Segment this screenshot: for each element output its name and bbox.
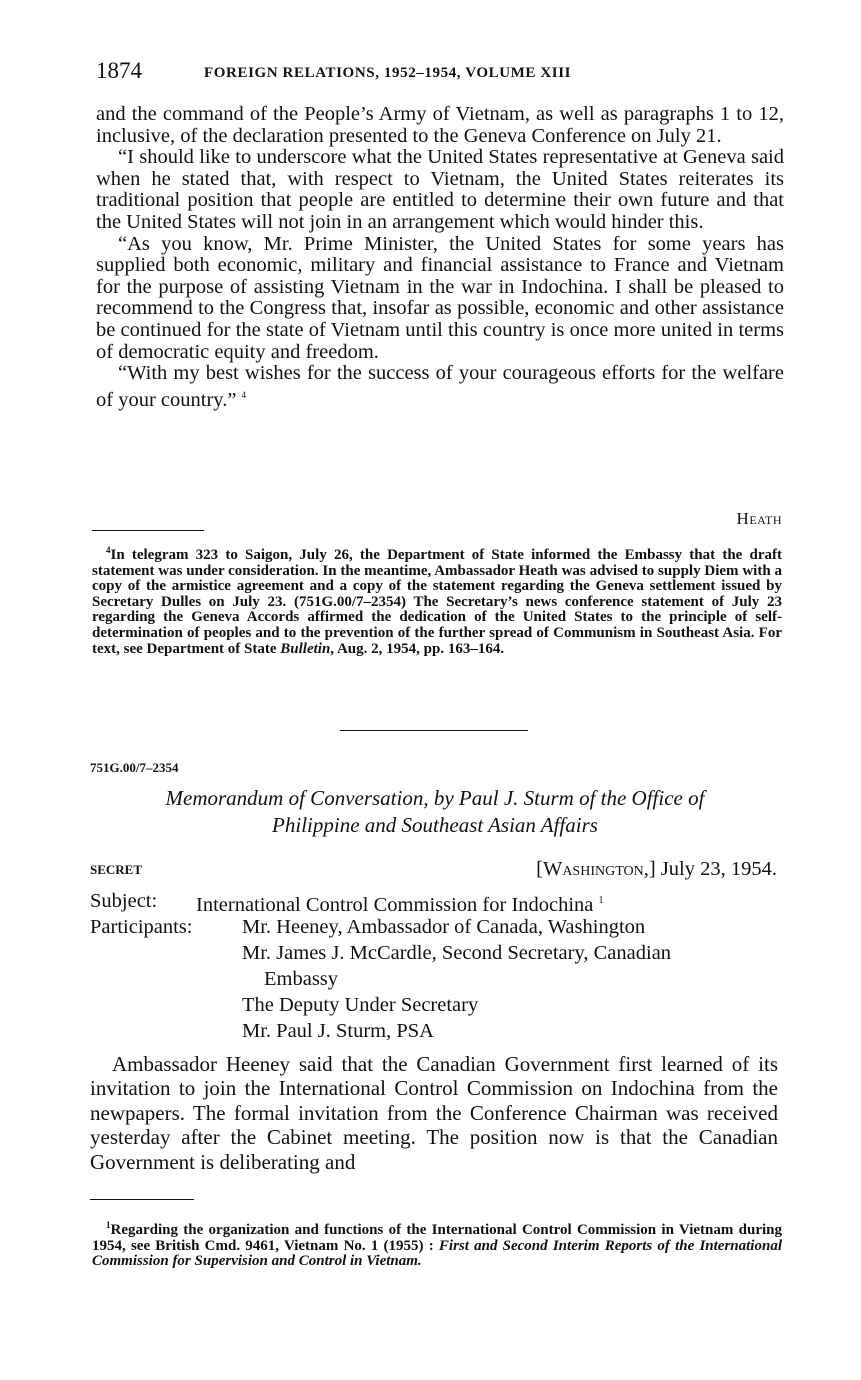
participant: The Deputy Under Secretary <box>242 994 479 1016</box>
participants-label: Participants: <box>90 916 193 938</box>
footnote-text: Regarding the organization and functions of the International Control Commission in Vietnam during 1954, see British Cmd. 9461, Vietnam No. 1 (1955) : <box>92 1222 782 1254</box>
subject-label: Subject: <box>90 890 158 912</box>
dateline-date: July 23, 1954. <box>660 858 777 880</box>
letter-closing: “With my best wishes for the success of your courageous efforts for the welfare of your country.” <box>96 362 784 411</box>
memo-paragraph: Ambassador Heeney said that the Canadian Government first learned of its invitation to join the International Control Commission on Indochina from the newpapers. The formal invitation from the Conference Chairman was received yesterday after the Cabinet meeting. The position now is that the Canadian Government is deliberating and <box>90 1052 778 1174</box>
running-head <box>96 58 786 88</box>
memo-header <box>90 888 790 1044</box>
letter-paragraph: and the command of the People’s Army of Vietnam, as well as paragraphs 1 to 12, inclusive, of the declaration presented to the Geneva Conference on July 21. <box>96 103 784 147</box>
footnote-reference: 1 <box>598 895 604 906</box>
document-title-line: Memorandum of Conversation, by Paul J. Sturm of the Office of <box>165 786 705 810</box>
participant: Mr. Paul J. Sturm, PSA <box>242 1020 434 1042</box>
dateline-place: [Washington,] <box>536 858 656 880</box>
footnote-citation: , Aug. 2, 1954, pp. 163–164. <box>330 640 505 657</box>
classification: SECRET <box>90 862 143 877</box>
file-number: 751G.00/7–2354 <box>90 760 179 775</box>
document-title-line: Philippine and Southeast Asian Affairs <box>272 813 598 837</box>
footnote-marker: 4 <box>106 545 111 555</box>
section-divider <box>340 730 528 731</box>
participant: Mr. Heeney, Ambassador of Canada, Washington <box>242 916 646 938</box>
footnote-reference: 4 <box>241 389 247 400</box>
subject-value: International Control Commission for Indochina $^1$ <box>196 893 604 916</box>
document-title <box>90 785 780 839</box>
publication-title: Bulletin <box>280 640 331 657</box>
footnote-text: In telegram 323 to Saigon, July 26, the Department of State informed the Embassy that the draft statement was under consideration. In the meantime, Ambassador Heath was advised to supply Diem with a copy of the armistice agreement and a copy of the statement regarding the Geneva settlement issued by Secretary Dulles on July 23. (751G.00/7–2354) The Secretary’s news conference statement of July 23 regarding the Geneva Accords affirmed the dedication of the United States to the principle of self-determination of peoples and to the prevention of the further spread of Communism in Southeast Asia. For text, see Department of State <box>92 547 782 657</box>
signature: Heath <box>736 509 782 528</box>
dateline <box>536 858 777 881</box>
letter-paragraph <box>96 363 784 411</box>
running-title: FOREIGN RELATIONS, 1952–1954, VOLUME XIII <box>204 65 572 81</box>
letter-paragraph: “I should like to underscore what the United States representative at Geneva said when he stated that, with respect to Vietnam, the United States reiterates its traditional position that people are entitled to determine their own future and that the United States will not join in an arrangement which would hinder this. <box>96 146 784 233</box>
publication-title: First and Second Interim Reports of the International Commission for Supervision and Control in Vietnam. <box>92 1237 782 1270</box>
footnote-divider <box>90 1199 194 1200</box>
participant: Mr. James J. McCardle, Second Secretary, Canadian <box>242 942 672 964</box>
participant-continued: Embassy <box>264 968 339 990</box>
footnote-1 <box>92 1218 782 1270</box>
footnote-marker: 1 <box>106 1220 111 1230</box>
memo-body <box>90 1052 778 1174</box>
footnote-4 <box>92 543 782 657</box>
letter-text <box>96 104 784 411</box>
page-number: 1874 <box>96 58 142 83</box>
letter-paragraph: “As you know, Mr. Prime Minister, the United States for some years has supplied both economic, military and financial assistance to France and Vietnam for the purpose of assisting Vietnam in the war in Indochina. I shall be pleased to recommend to the Congress that, insofar as possible, economic and other assistance be continued for the state of Vietnam until this country is once more united in terms of democratic equity and freedom. <box>96 232 784 363</box>
footnote-divider <box>92 530 204 531</box>
